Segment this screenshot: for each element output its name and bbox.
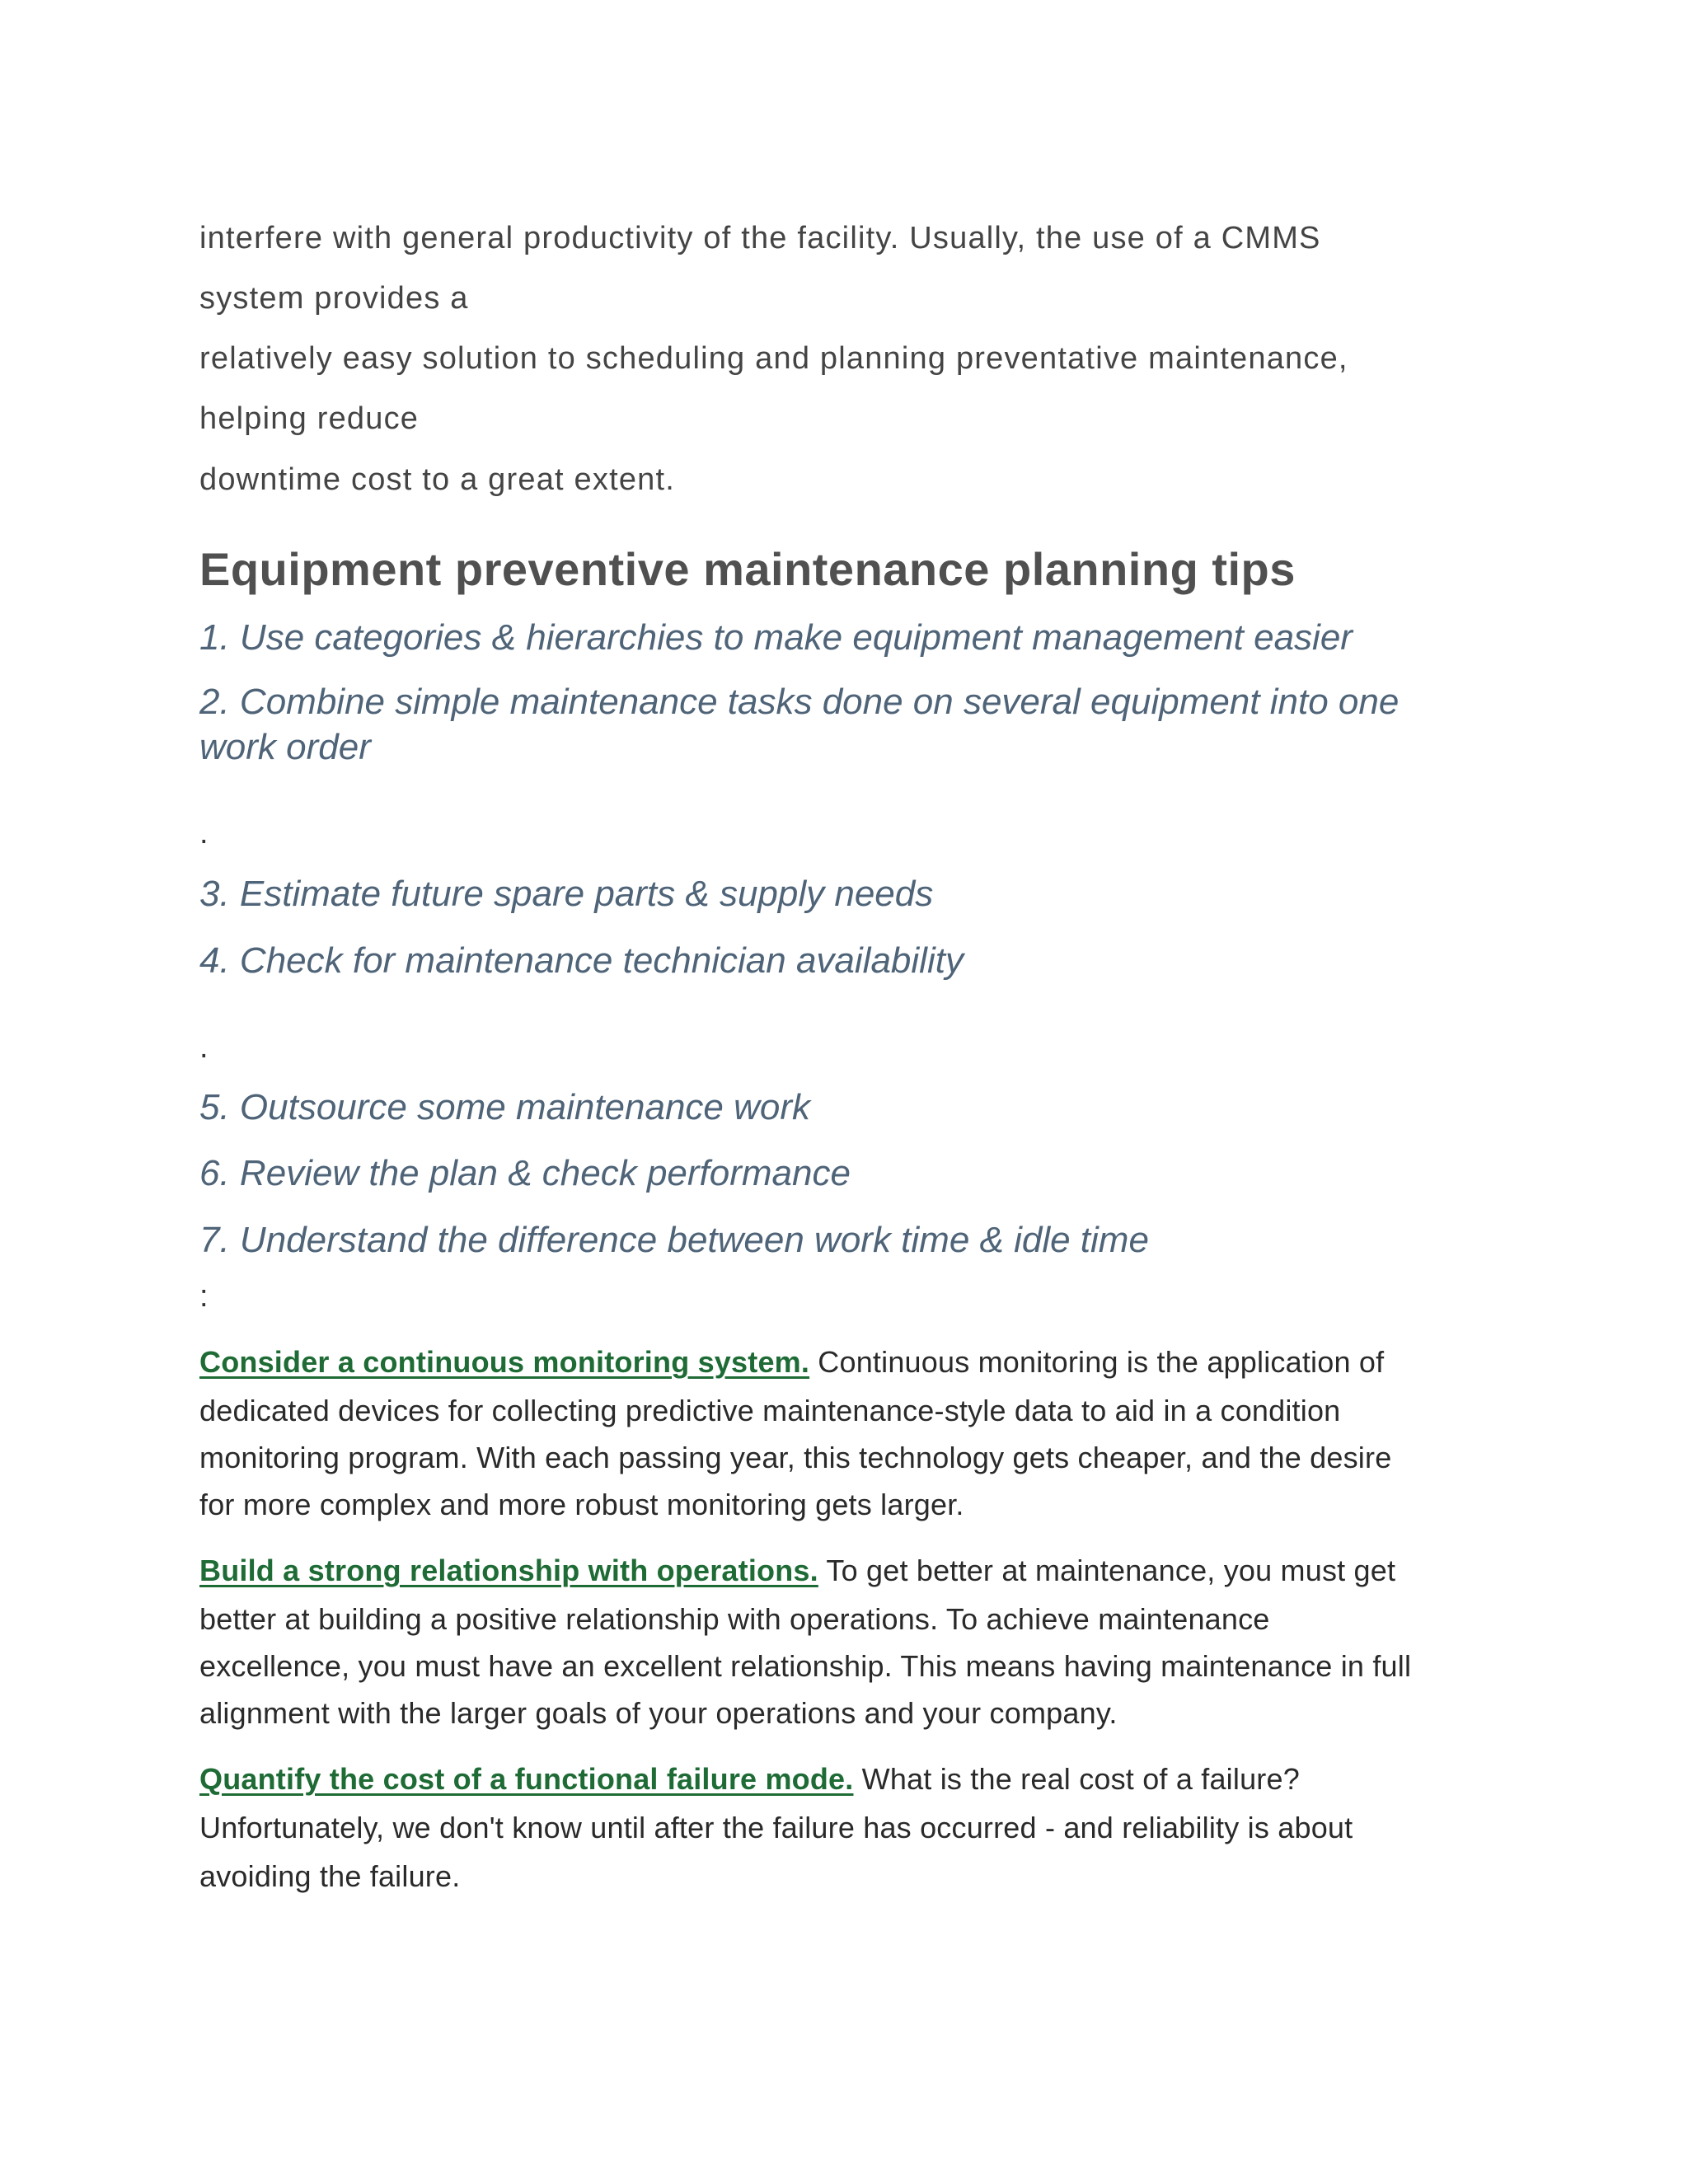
paragraph-text: Continuous monitoring is the application of (809, 1345, 1385, 1379)
paragraph-line: Unfortunately, we don't know until after the failure has occurred - and reliability is about (199, 1811, 1353, 1844)
tip-item: work order (199, 727, 371, 767)
paragraph-line: for more complex and more robust monitoring gets larger. (199, 1488, 964, 1521)
paragraph-line: excellence, you must have an excellent relationship. This means having maintenance in full (199, 1649, 1412, 1683)
tip-separator: . (199, 816, 209, 851)
paragraph-text: To get better at maintenance, you must get (818, 1554, 1396, 1587)
intro-line: helping reduce (199, 401, 420, 436)
paragraph-line: alignment with the larger goals of your operations and your company. (199, 1696, 1118, 1730)
paragraph-line: avoiding the failure. (199, 1859, 461, 1893)
paragraph-lead: Build a strong relationship with operations. (199, 1554, 818, 1587)
intro-line: system provides a (199, 281, 469, 316)
paragraph-line: dedicated devices for collecting predictive maintenance-style data to aid in a condition (199, 1394, 1341, 1427)
tip-separator: : (199, 1279, 209, 1314)
paragraph-lead: Quantify the cost of a functional failure mode. (199, 1762, 854, 1796)
tip-item: 3. Estimate future spare parts & supply needs (199, 874, 934, 914)
tip-item: 6. Review the plan & check performance (199, 1153, 851, 1193)
tip-item: 7. Understand the difference between work time & idle time (199, 1220, 1149, 1260)
section-heading: Equipment preventive maintenance planning tips (199, 543, 1296, 595)
tip-item: 2. Combine simple maintenance tasks done on several equipment into one (199, 682, 1400, 722)
tip-item: 1. Use categories & hierarchies to make equipment management easier (199, 617, 1353, 658)
paragraph-text: What is the real cost of a failure? (853, 1762, 1300, 1796)
paragraph-line: better at building a positive relationship with operations. To achieve maintenance (199, 1602, 1270, 1636)
tip-item: 5. Outsource some maintenance work (199, 1087, 811, 1127)
paragraph-first-line (199, 1554, 1395, 1588)
intro-line: interfere with general productivity of the facility. Usually, the use of a CMMS (199, 221, 1321, 255)
paragraph-line: monitoring program. With each passing year, this technology gets cheaper, and the desire (199, 1441, 1392, 1474)
intro-line: downtime cost to a great extent. (199, 462, 676, 497)
paragraph-first-line (199, 1762, 1300, 1797)
paragraph-first-line (199, 1345, 1384, 1380)
tip-separator: . (199, 1030, 209, 1065)
tip-item: 4. Check for maintenance technician availability (199, 940, 964, 981)
paragraph-lead: Consider a continuous monitoring system. (199, 1345, 810, 1379)
intro-line: relatively easy solution to scheduling and planning preventative maintenance, (199, 341, 1348, 376)
